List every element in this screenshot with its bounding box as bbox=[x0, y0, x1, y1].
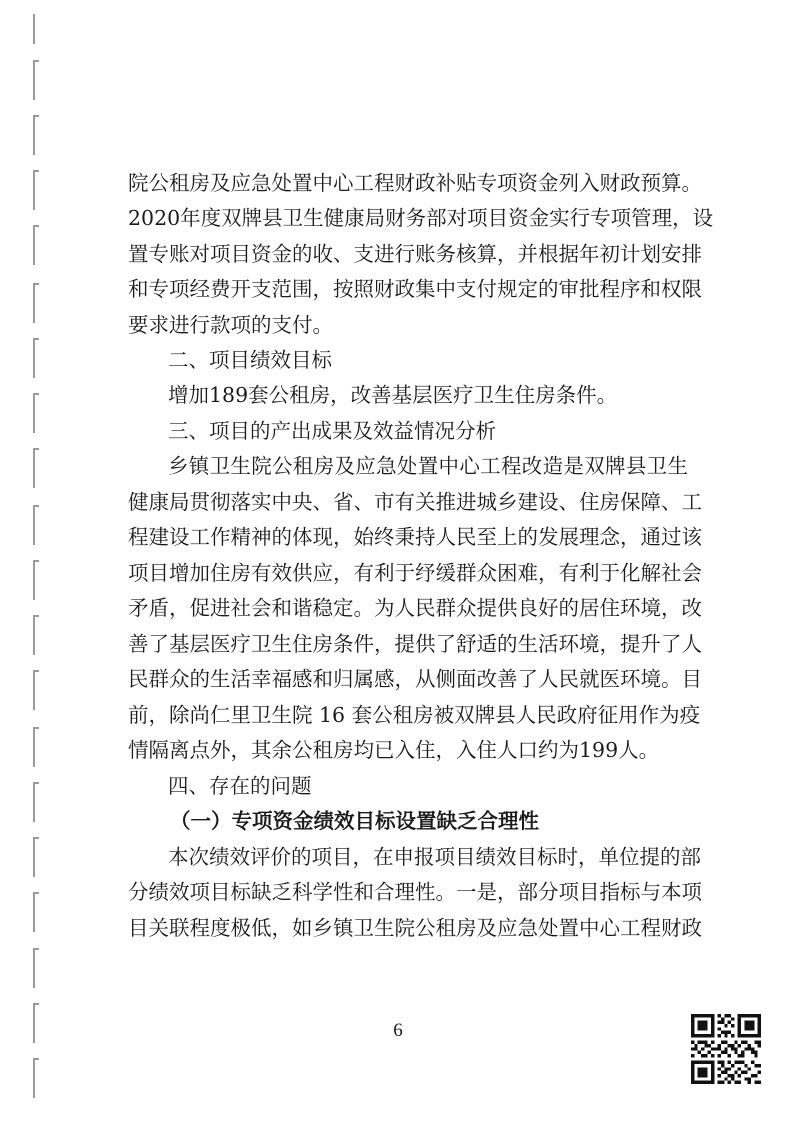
body-text-line: 程建设工作精神的体现，始终秉持人民至上的发展理念，通过该 bbox=[128, 525, 702, 549]
body-text-line: 院公租房及应急处置中心工程财政补贴专项资金列入财政预算。 bbox=[128, 171, 702, 195]
body-text-line: 分绩效项目标缺乏科学性和合理性。一是，部分项目指标与本项 bbox=[128, 880, 702, 904]
body-text-line: 健康局贯彻落实中央、省、市有关推进城乡建设、住房保障、工 bbox=[128, 490, 702, 514]
body-text-line: 目关联程度极低，如乡镇卫生院公租房及应急处置中心工程财政 bbox=[128, 916, 702, 940]
body-text-line: 情隔离点外，其余公租房均已入住，入住人口约为199人。 bbox=[128, 738, 660, 762]
body-text-line: 善了基层医疗卫生住房条件，提供了舒适的生活环境，提升了人 bbox=[128, 632, 702, 656]
body-text-line: 项目增加住房有效供应，有利于纾缓群众困难，有利于化解社会 bbox=[128, 561, 702, 585]
body-text-line: 增加189套公租房，改善基层医疗卫生住房条件。 bbox=[168, 383, 618, 407]
page-number: 6 bbox=[393, 1020, 403, 1041]
section-heading: 四、存在的问题 bbox=[168, 774, 312, 798]
section-heading: 三、项目的产出成果及效益情况分析 bbox=[168, 419, 496, 443]
body-text-line: 前，除尚仁里卫生院 16 套公租房被双牌县人民政府征用作为疫 bbox=[128, 703, 701, 727]
body-text-line: 矛盾，促进社会和谐稳定。为人民群众提供良好的居住环境，改 bbox=[128, 596, 702, 620]
subsection-heading: （一）专项资金绩效目标设置缺乏合理性 bbox=[170, 809, 539, 833]
body-text-line: 乡镇卫生院公租房及应急处置中心工程改造是双牌县卫生 bbox=[168, 454, 688, 478]
body-text-line: 要求进行款项的支付。 bbox=[128, 313, 333, 337]
body-text-line: 本次绩效评价的项目，在申报项目绩效目标时，单位提的部 bbox=[168, 845, 701, 869]
body-text-line: 和专项经费开支范围，按照财政集中支付规定的审批程序和权限 bbox=[128, 277, 702, 301]
body-text-line: 置专账对项目资金的收、支进行账务核算，并根据年初计划安排 bbox=[128, 242, 702, 266]
qr-code-icon bbox=[691, 1014, 761, 1084]
body-text-line: 民群众的生活幸福感和归属感，从侧面改善了人民就医环境。目 bbox=[128, 667, 702, 691]
section-heading: 二、项目绩效目标 bbox=[168, 348, 332, 372]
body-text-line: 2020年度双牌县卫生健康局财务部对项目资金实行专项管理，设 bbox=[128, 206, 714, 230]
